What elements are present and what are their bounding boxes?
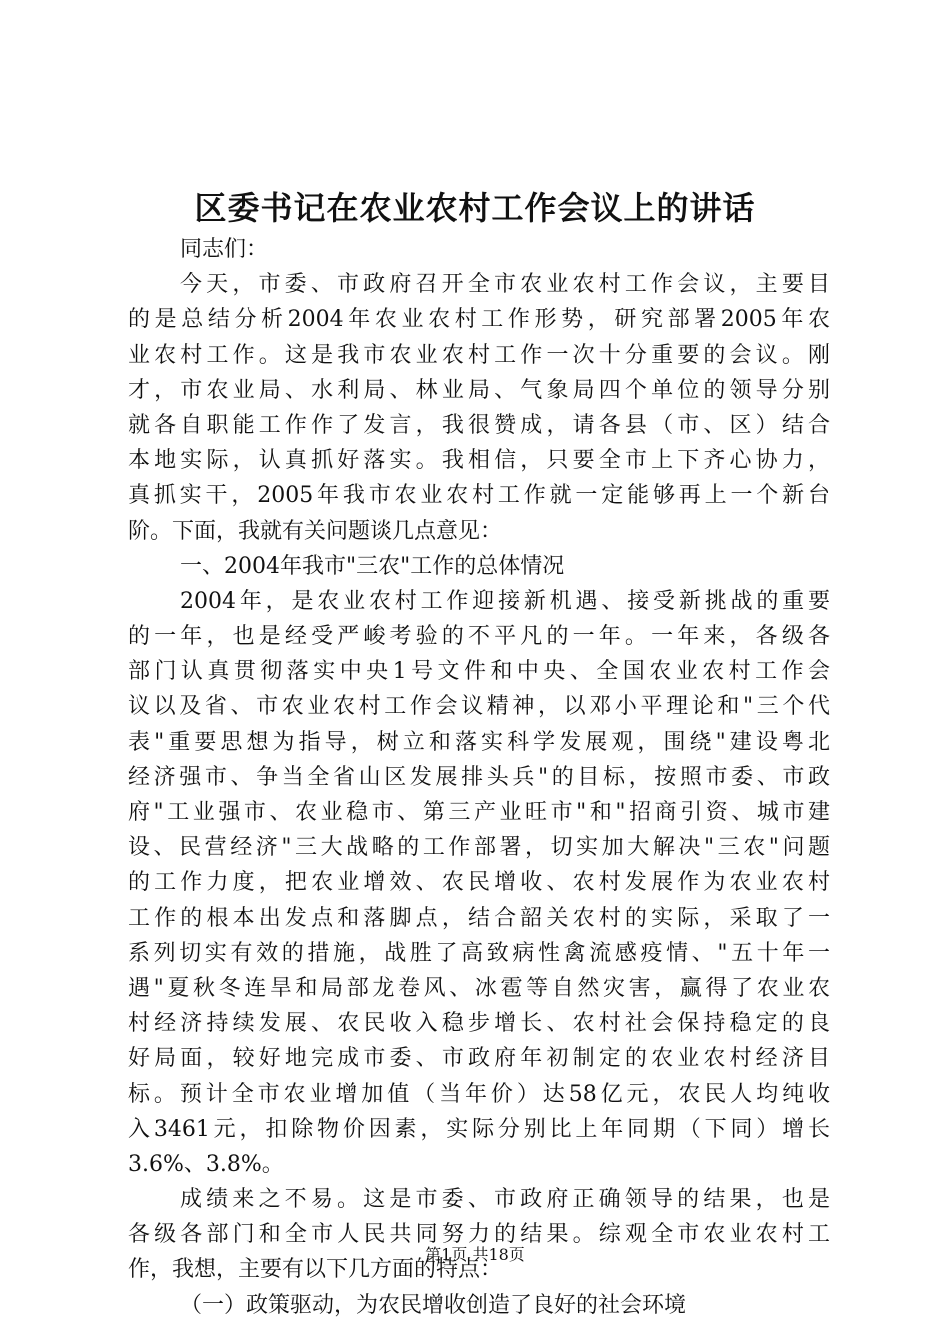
paragraph-line: 今天，市委、市政府召开全市农业农村工作会议，主要目 bbox=[180, 272, 830, 298]
paragraph-line: 府"工业强市、农业稳市、第三产业旺市"和"招商引资、城市建 bbox=[128, 800, 830, 825]
paragraph-line: 真抓实干，2005年我市农业农村工作就一定能够再上一个新台 bbox=[128, 483, 830, 509]
paragraph-line: 的是总结分析2004年农业农村工作形势，研究部署2005年农 bbox=[128, 307, 830, 333]
paragraph-line: 设、民营经济"三大战略的工作部署，切实加大解决"三农"问题 bbox=[128, 835, 830, 861]
paragraph-line: 的工作力度，把农业增效、农民增收、农村发展作为农业农村 bbox=[128, 870, 830, 896]
paragraph-line: 业农村工作。这是我市农业农村工作一次十分重要的会议。刚 bbox=[128, 342, 830, 368]
paragraph-line: 工作的根本出发点和落脚点，结合韶关农村的实际，采取了一 bbox=[128, 905, 830, 931]
paragraph-line: 作，我想，主要有以下几方面的特点： bbox=[128, 1257, 503, 1283]
paragraph-line: 各级各部门和全市人民共同努力的结果。综观全市农业农村工 bbox=[128, 1222, 830, 1248]
paragraph-line: 经济强市、争当全省山区发展排头兵"的目标，按照市委、市政 bbox=[128, 764, 830, 790]
paragraph-line: 议以及省、市农业农村工作会议精神，以邓小平理论和"三个代 bbox=[128, 694, 830, 720]
paragraph-line: 表"重要思想为指导，树立和落实科学发展观，围绕"建设粤北 bbox=[128, 729, 830, 755]
paragraph-line: 就各自职能工作作了发言，我很赞成，请各县（市、区）结合 bbox=[128, 412, 830, 438]
paragraph-line: 才，市农业局、水利局、林业局、气象局四个单位的领导分别 bbox=[128, 377, 830, 403]
salutation-line: 同志们： bbox=[180, 237, 269, 262]
paragraph-line: 成绩来之不易。这是市委、市政府正确领导的结果，也是 bbox=[180, 1187, 830, 1213]
paragraph-line: 阶。下面，我就有关问题谈几点意见： bbox=[128, 518, 503, 544]
document-body bbox=[128, 232, 830, 1323]
paragraph-line: 3.6%、3.8%。 bbox=[128, 1151, 284, 1177]
section-heading: 一、2004年我市"三农"工作的总体情况 bbox=[180, 553, 565, 579]
paragraph-line: 好局面，较好地完成市委、市政府年初制定的农业农村经济目 bbox=[128, 1046, 830, 1072]
paragraph-line: 的一年，也是经受严峻考验的不平凡的一年。一年来，各级各 bbox=[128, 624, 830, 650]
paragraph-line: 标。预计全市农业增加值（当年价）达58亿元，农民人均纯收 bbox=[128, 1081, 830, 1107]
paragraph-line: 遇"夏秋冬连旱和局部龙卷风、冰雹等自然灾害，赢得了农业农 bbox=[128, 975, 830, 1001]
paragraph-line: 入3461元，扣除物价因素，实际分别比上年同期（下同）增长 bbox=[128, 1116, 830, 1142]
paragraph-line: 村经济持续发展、农民收入稳步增长、农村社会保持稳定的良 bbox=[128, 1011, 830, 1037]
subsection-heading: （一）政策驱动，为农民增收创造了良好的社会环境 bbox=[180, 1292, 687, 1318]
paragraph-line: 2004年，是农业农村工作迎接新机遇、接受新挑战的重要 bbox=[180, 588, 830, 614]
page-footer: 第1页 共18页 bbox=[425, 1245, 525, 1264]
document-title: 区委书记在农业农村工作会议上的讲话 bbox=[194, 189, 756, 227]
paragraph-line: 系列切实有效的措施，战胜了高致病性禽流感疫情、"五十年一 bbox=[128, 940, 830, 966]
paragraph-line: 本地实际，认真抓好落实。我相信，只要全市上下齐心协力， bbox=[128, 448, 830, 474]
paragraph-line: 部门认真贯彻落实中央1号文件和中央、全国农业农村工作会 bbox=[128, 659, 830, 685]
